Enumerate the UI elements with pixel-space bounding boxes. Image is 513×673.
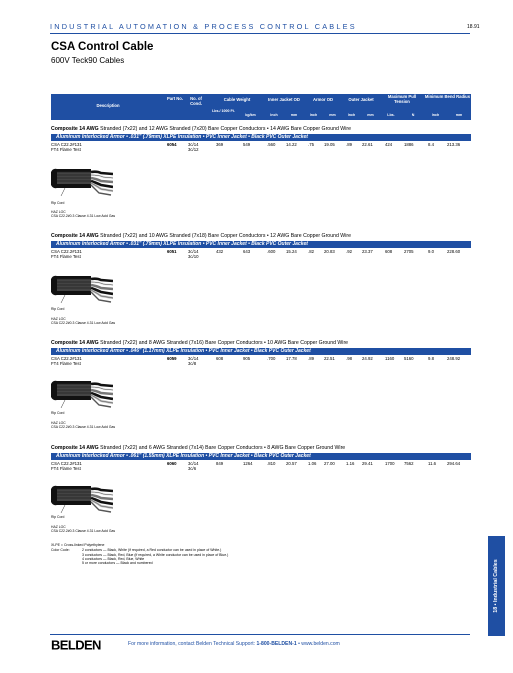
unit-inch: Inch xyxy=(270,113,278,117)
value-inner-in: .810 xyxy=(267,461,276,466)
header-divider xyxy=(50,33,470,34)
cable-illustration xyxy=(51,160,113,200)
value-inner-mm: 17.78 xyxy=(286,356,297,361)
value-kgkm: 643 xyxy=(243,249,251,254)
value-kgkm: 1264 xyxy=(243,461,253,466)
value-pull-n: 2705 xyxy=(404,249,414,254)
desc-flame-test: FT4 Flame Test xyxy=(51,361,81,366)
value-inner-mm: 20.57 xyxy=(286,461,297,466)
haz-loc-label: HAZ LOC xyxy=(51,525,66,529)
desc-flame-test: FT4 Flame Test xyxy=(51,466,81,471)
value-bend-in: 11.6 xyxy=(428,461,437,466)
cable-illustration xyxy=(51,372,113,412)
construction-bar: Aluminum Interlocked Armor • .061" (1.55mm) XLPE Insulation • PVC Inner Jacket • Black PVC Outer Jacket xyxy=(51,453,471,460)
rip-cord-label: Rip Cord xyxy=(51,307,65,311)
col-no-of-cond: No. of Cond. xyxy=(190,96,202,106)
unit-mm: mm xyxy=(455,113,463,117)
unit-inch: Inch xyxy=(431,113,440,117)
col-part-no: Part No. xyxy=(166,96,184,101)
running-header: INDUSTRIAL AUTOMATION & PROCESS CONTROL CABLES xyxy=(50,22,357,31)
product-section-6054 xyxy=(51,126,471,226)
unit-mm: mm xyxy=(329,113,336,117)
value-pull-lbs: 1700 xyxy=(385,461,395,466)
rip-cord-label: Rip Cord xyxy=(51,201,65,205)
conductors: 3c/14 xyxy=(188,461,199,466)
value-kgkm: 905 xyxy=(243,356,251,361)
value-bend-mm: 248.92 xyxy=(447,356,461,361)
value-lbs: 432 xyxy=(216,249,224,254)
value-outer-in: .89 xyxy=(346,142,352,147)
color-code-block xyxy=(51,548,228,565)
color-code-list xyxy=(82,548,228,565)
value-armor-mm: 20.83 xyxy=(324,249,335,254)
desc-standard: CSA C22.2#131 xyxy=(51,142,82,147)
unit-mm: mm xyxy=(290,113,298,117)
xlpe-note: XLPE = Cross-linked Polyethylene xyxy=(51,543,105,547)
page-title: CSA Control Cable xyxy=(51,41,154,53)
col-armor-od: Armor OD xyxy=(312,97,333,102)
rip-cord-label: Rip Cord xyxy=(51,411,65,415)
haz-loc-label: HAZ LOC xyxy=(51,421,66,425)
unit-lbs-1000ft: Lbs./ 1000 Ft. xyxy=(212,109,235,113)
conductors: 3c/12 xyxy=(188,147,199,152)
value-bend-mm: 294.64 xyxy=(447,461,461,466)
csa-clause-label: CSA C22.2#0.3 Clause 4.31 Low Acid Gas xyxy=(51,214,116,218)
unit-lbs: Lbs. xyxy=(387,113,395,117)
value-lbs: 369 xyxy=(216,142,224,147)
value-inner-mm: 14.22 xyxy=(286,142,297,147)
desc-flame-test: FT4 Flame Test xyxy=(51,147,81,152)
svg-text:BELDEN: BELDEN xyxy=(51,638,101,651)
value-armor-in: .82 xyxy=(308,249,314,254)
section-heading: Composite 14 AWG Stranded (7x22) and 8 AWG Stranded (7x16) Bare Copper Conductors • 10 AWG Bare Copper Ground Wire xyxy=(51,340,349,346)
part-number: 6054 xyxy=(167,142,177,147)
haz-loc-label: HAZ LOC xyxy=(51,317,66,321)
part-number: 6059 xyxy=(167,356,177,361)
value-armor-in: .89 xyxy=(308,356,314,361)
unit-kg-km: kg/km xyxy=(245,113,256,117)
color-code-label: Color Code: xyxy=(51,548,70,553)
value-inner-mm: 15.24 xyxy=(286,249,297,254)
page-subtitle: 600V Teck90 Cables xyxy=(51,56,125,65)
side-tab-label: 18 • Industrial Cables xyxy=(493,559,499,613)
conductors: 3c/14 xyxy=(188,356,199,361)
section-side-tab xyxy=(488,536,505,636)
value-inner-in: .700 xyxy=(267,356,276,361)
footnotes xyxy=(51,543,228,565)
conductors: 3c/10 xyxy=(188,254,199,259)
conductors: 3c/6 xyxy=(188,466,197,471)
belden-logo xyxy=(51,638,119,651)
part-number: 6060 xyxy=(167,461,177,466)
value-bend-in: 8.4 xyxy=(428,142,434,147)
value-kgkm: 549 xyxy=(243,142,251,147)
desc-standard: CSA C22.2#131 xyxy=(51,249,82,254)
desc-standard: CSA C22.2#131 xyxy=(51,356,82,361)
construction-bar: Aluminum Interlocked Armor • .046" (1.17mm) XLPE Insulation • PVC Inner Jacket • Black PVC Outer Jacket xyxy=(51,348,471,355)
value-pull-n: 7562 xyxy=(404,461,414,466)
unit-mm: mm xyxy=(367,113,374,117)
value-lbs: 849 xyxy=(216,461,224,466)
value-armor-in: 1.06 xyxy=(308,461,317,466)
cable-illustration xyxy=(51,267,113,307)
value-pull-lbs: 608 xyxy=(385,249,393,254)
value-outer-in: .92 xyxy=(346,249,352,254)
value-inner-in: .600 xyxy=(267,249,276,254)
value-lbs: 608 xyxy=(216,356,224,361)
unit-inch: Inch xyxy=(347,113,356,117)
desc-standard: CSA C22.2#131 xyxy=(51,461,82,466)
value-outer-in: 1.16 xyxy=(346,461,355,466)
value-outer-in: .98 xyxy=(346,356,352,361)
color-code-item: 3 conductors — Black, Red, Blue (if required, a White conductor can be used in place of Blue.) xyxy=(82,552,229,557)
footer-contact: For more information, contact Belden Technical Support: 1-800-BELDEN-1 • www.belden.com xyxy=(128,641,340,647)
desc-flame-test: FT4 Flame Test xyxy=(51,254,81,259)
conductors: 3c/8 xyxy=(188,361,197,366)
table-header xyxy=(51,94,471,120)
product-section-6060 xyxy=(51,445,471,545)
construction-bar: Aluminum Interlocked Armor • .031" (.79mm) XLPE Insulation • PVC Inner Jacket • Black PVC Outer Jacket xyxy=(51,241,471,248)
cable-illustration xyxy=(51,477,113,517)
value-outer-mm: 29.41 xyxy=(362,461,373,466)
value-armor-mm: 27.00 xyxy=(324,461,335,466)
value-pull-lbs: 424 xyxy=(385,142,393,147)
value-armor-mm: 19.05 xyxy=(324,142,335,147)
csa-clause-label: CSA C22.2#0.3 Clause 4.31 Low Acid Gas xyxy=(51,321,116,325)
unit-inch: Inch xyxy=(309,113,318,117)
value-outer-mm: 23.37 xyxy=(362,249,373,254)
construction-bar: Aluminum Interlocked Armor • .031" (.79mm) XLPE Insulation • PVC Inner Jacket • Black PVC Outer Jacket xyxy=(51,134,471,141)
conductors: 3c/14 xyxy=(188,249,199,254)
value-armor-in: .75 xyxy=(308,142,314,147)
section-heading: Composite 14 AWG Stranded (7x22) and 10 AWG Stranded (7x18) Bare Copper Conductors • 12 AWG Bare Copper Ground Wire xyxy=(51,233,351,239)
conductors: 3c/14 xyxy=(188,142,199,147)
part-number: 6051 xyxy=(167,249,177,254)
footer-divider xyxy=(50,634,470,635)
rip-cord-label: Rip Cord xyxy=(51,515,65,519)
section-heading: Composite 14 AWG Stranded (7x22) and 12 AWG Stranded (7x20) Bare Copper Conductors • 14 AWG Bare Copper Ground Wire xyxy=(51,126,351,132)
col-description: Description xyxy=(96,103,120,108)
section-heading: Composite 14 AWG Stranded (7x22) and 6 AWG Stranded (7x14) Bare Copper Conductors • 8 AWG Bare Copper Ground Wire xyxy=(51,445,346,451)
color-code-item: 2 conductors — Black, White (if required, a Red conductor can be used in place of White.) xyxy=(82,548,222,553)
value-outer-mm: 22.61 xyxy=(362,142,373,147)
col-min-bend-radius: Minimum Bend Radius xyxy=(424,94,471,99)
support-phone: 1-800-BELDEN-1 xyxy=(256,641,297,647)
color-code-item: 4 conductors — Black, Red, Blue, White xyxy=(82,556,145,561)
csa-clause-label: CSA C22.2#0.3 Clause 4.31 Low Acid Gas xyxy=(51,529,116,533)
col-cable-weight: Cable Weight xyxy=(223,97,251,102)
value-pull-lbs: 1160 xyxy=(385,356,395,361)
value-bend-mm: 228.60 xyxy=(447,249,461,254)
haz-loc-label: HAZ LOC xyxy=(51,210,66,214)
col-outer-jacket: Outer Jacket xyxy=(348,97,374,102)
product-section-6059 xyxy=(51,340,471,440)
value-bend-in: 9.8 xyxy=(428,356,434,361)
value-armor-mm: 22.51 xyxy=(324,356,335,361)
value-pull-n: 1886 xyxy=(404,142,414,147)
value-outer-mm: 24.92 xyxy=(362,356,373,361)
value-pull-n: 5160 xyxy=(404,356,414,361)
product-section-6051 xyxy=(51,233,471,333)
value-inner-in: .560 xyxy=(267,142,276,147)
col-inner-jacket-od: Inner Jacket OD xyxy=(268,97,300,102)
unit-n: N xyxy=(411,113,415,117)
value-bend-mm: 213.36 xyxy=(447,142,461,147)
value-bend-in: 9.0 xyxy=(428,249,434,254)
page-number: 18.91 xyxy=(467,24,480,30)
website-link[interactable]: • www.belden.com xyxy=(298,641,340,647)
csa-clause-label: CSA C22.2#0.3 Clause 4.31 Low Acid Gas xyxy=(51,425,116,429)
color-code-item: 5 or more conductors — Black and numbered xyxy=(82,561,153,566)
col-max-pull-tension: Maximum Pull Tension xyxy=(387,94,417,104)
